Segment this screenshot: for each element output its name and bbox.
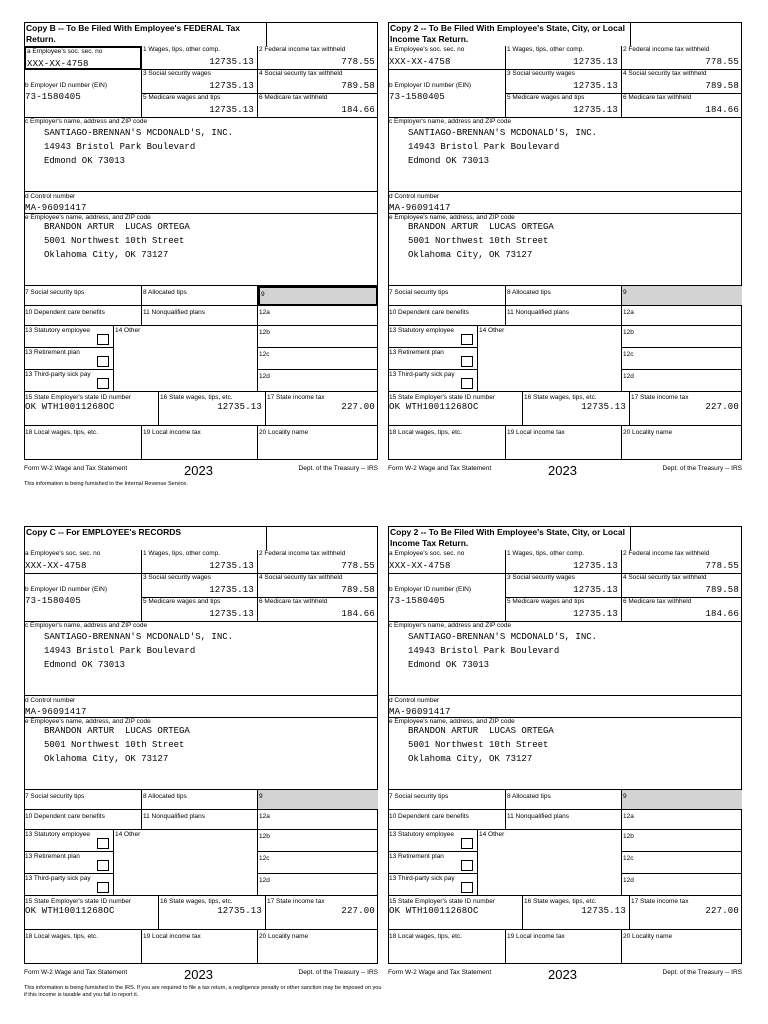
- treasury-dept: Dept. of the Treasury -- IRS: [662, 969, 742, 976]
- box-c-employer: c Employer's name, address and ZIP code SANTIAGO-BRENNAN'S MCDONALD'S, INC. 14943 Bristol Park Boulevard Edmond OK 73013: [24, 622, 378, 696]
- box-17-state-tax: 17 State income tax 227.00: [266, 392, 378, 426]
- sick-pay-checkbox[interactable]: [97, 882, 109, 893]
- box-c-employer: c Employer's name, address and ZIP code SANTIAGO-BRENNAN'S MCDONALD'S, INC. 14943 Bristol Park Boulevard Edmond OK 73013: [24, 118, 378, 192]
- employee-name: BRANDON ARTUR LUCAS ORTEGA: [408, 222, 554, 232]
- box-4-ss-tax: 4 Social security tax withheld 789.58: [258, 70, 378, 94]
- box-19: 19 Local income tax: [142, 930, 258, 964]
- state-tax-value: 227.00: [705, 402, 739, 412]
- box-3-ss-wages: 3 Social security wages 12735.13: [142, 574, 258, 598]
- box-7: 7 Social security tips: [388, 286, 506, 306]
- box-19: 19 Local income tax: [142, 426, 258, 460]
- state-wages-value: 12735.13: [581, 906, 626, 916]
- treasury-dept: Dept. of the Treasury -- IRS: [298, 465, 378, 472]
- box-13-retirement: 13 Retirement plan: [388, 348, 478, 370]
- state-id-value: OK WTH10011268OC: [25, 906, 115, 916]
- employee-city: Oklahoma City, OK 73127: [44, 250, 169, 260]
- employer-name: SANTIAGO-BRENNAN'S MCDONALD'S, INC.: [44, 632, 234, 642]
- federal-tax-value: 778.55: [705, 57, 739, 67]
- box-12d: 12d: [622, 874, 742, 896]
- box-13-statutory: 13 Statutory employee: [24, 830, 114, 852]
- box-a-ssn: a Employee's soc. sec. no XXX-XX-4758: [24, 550, 142, 574]
- box-10: 10 Dependent care benefits: [388, 306, 506, 326]
- form-name: Form W-2 Wage and Tax Statement: [388, 969, 492, 976]
- tax-year: 2023: [548, 967, 577, 982]
- box-15-state-id: 15 State Employer's state ID number OK WTH10011268OC: [388, 896, 523, 930]
- employee-city: Oklahoma City, OK 73127: [408, 754, 533, 764]
- box-7: 7 Social security tips: [388, 790, 506, 810]
- box-b-ein: b Employer ID number (EIN) 73-1580405: [388, 82, 506, 118]
- box-8: 8 Allocated tips: [142, 286, 258, 306]
- federal-tax-value: 778.55: [341, 57, 375, 67]
- box-12c: 12c: [258, 852, 378, 874]
- employer-street: 14943 Bristol Park Boulevard: [408, 646, 560, 656]
- box-12b: 12b: [622, 326, 742, 348]
- box-13-sick-pay: 13 Third-party sick pay: [388, 370, 478, 392]
- treasury-dept: Dept. of the Treasury -- IRS: [298, 969, 378, 976]
- wages-value: 12735.13: [209, 561, 254, 571]
- retirement-checkbox[interactable]: [461, 356, 473, 367]
- copy-title-cell: [388, 22, 631, 46]
- tax-year: 2023: [184, 463, 213, 478]
- control-number-value: MA-96091417: [389, 707, 451, 717]
- box-12a: 12a: [258, 810, 378, 830]
- employer-street: 14943 Bristol Park Boulevard: [408, 142, 560, 152]
- box-14-other: 14 Other: [478, 830, 622, 896]
- employer-name: SANTIAGO-BRENNAN'S MCDONALD'S, INC.: [408, 128, 598, 138]
- box-d-control: d Control number MA-96091417: [24, 696, 378, 718]
- box-12d: 12d: [258, 874, 378, 896]
- retirement-checkbox[interactable]: [461, 860, 473, 871]
- ss-wages-value: 12735.13: [573, 585, 618, 595]
- medicare-wages-value: 12735.13: [573, 105, 618, 115]
- box-14-other: 14 Other: [114, 830, 258, 896]
- statutory-checkbox[interactable]: [461, 334, 473, 345]
- box-13-sick-pay: 13 Third-party sick pay: [24, 874, 114, 896]
- box-12a: 12a: [622, 810, 742, 830]
- box-12d: 12d: [258, 370, 378, 392]
- box-e-employee: e Employee's name, address, and ZIP code BRANDON ARTUR LUCAS ORTEGA 5001 Northwest 10th Street Oklahoma City, OK 73127: [24, 214, 378, 286]
- employer-name: SANTIAGO-BRENNAN'S MCDONALD'S, INC.: [44, 128, 234, 138]
- copy-title: Copy 2 -- To Be Filed With Employee's State, City, or Local Income Tax Return.: [390, 23, 625, 44]
- medicare-wages-value: 12735.13: [209, 105, 254, 115]
- ss-tax-value: 789.58: [341, 81, 375, 91]
- control-number-value: MA-96091417: [389, 203, 451, 213]
- box-17-state-tax: 17 State income tax 227.00: [266, 896, 378, 930]
- state-wages-value: 12735.13: [581, 402, 626, 412]
- employer-street: 14943 Bristol Park Boulevard: [44, 646, 196, 656]
- ss-tax-value: 789.58: [341, 585, 375, 595]
- box-19: 19 Local income tax: [506, 930, 622, 964]
- box-17-state-tax: 17 State income tax 227.00: [630, 392, 742, 426]
- ss-tax-value: 789.58: [705, 585, 739, 595]
- box-5-medicare-wages: 5 Medicare wages and tips 12735.13: [142, 94, 258, 118]
- box-d-control: d Control number MA-96091417: [388, 696, 742, 718]
- box-7: 7 Social security tips: [24, 790, 142, 810]
- copy-title-cell: [24, 22, 267, 46]
- employee-name: BRANDON ARTUR LUCAS ORTEGA: [44, 726, 190, 736]
- box-12d: 12d: [622, 370, 742, 392]
- box-18: 18 Local wages, tips, etc.: [388, 426, 506, 460]
- box-e-employee: e Employee's name, address, and ZIP code BRANDON ARTUR LUCAS ORTEGA 5001 Northwest 10th Street Oklahoma City, OK 73127: [388, 214, 742, 286]
- box-12c: 12c: [622, 852, 742, 874]
- box-1-wages: 1 Wages, tips, other comp. 12735.13: [506, 550, 622, 574]
- box-4-ss-tax: 4 Social security tax withheld 789.58: [622, 574, 742, 598]
- box-6-medicare-tax: 6 Medicare tax withheld 184.66: [258, 598, 378, 622]
- box-6-medicare-tax: 6 Medicare tax withheld 184.66: [258, 94, 378, 118]
- tax-year: 2023: [548, 463, 577, 478]
- box-5-medicare-wages: 5 Medicare wages and tips 12735.13: [142, 598, 258, 622]
- box-9: 9: [622, 286, 742, 306]
- box-13-statutory: 13 Statutory employee: [388, 830, 478, 852]
- copy-title: Copy 2 -- To Be Filed With Employee's State, City, or Local Income Tax Return.: [390, 527, 625, 548]
- box-9: 9: [258, 286, 378, 306]
- box-11: 11 Nonqualified plans: [506, 306, 622, 326]
- state-wages-value: 12735.13: [217, 402, 262, 412]
- box-10: 10 Dependent care benefits: [24, 810, 142, 830]
- box-19: 19 Local income tax: [506, 426, 622, 460]
- employee-street: 5001 Northwest 10th Street: [408, 236, 549, 246]
- box-16-state-wages: 16 State wages, tips, etc. 12735.13: [159, 896, 266, 930]
- box-1-wages: 1 Wages, tips, other comp. 12735.13: [142, 46, 258, 70]
- box-2-federal-tax: 2 Federal income tax withheld 778.55: [622, 550, 742, 574]
- box-2-federal-tax: 2 Federal income tax withheld 778.55: [258, 550, 378, 574]
- box-9: 9: [258, 790, 378, 810]
- federal-tax-value: 778.55: [705, 561, 739, 571]
- box-a-spacer: [388, 70, 506, 82]
- medicare-tax-value: 184.66: [341, 105, 375, 115]
- form-name: Form W-2 Wage and Tax Statement: [24, 465, 128, 472]
- box-16-state-wages: 16 State wages, tips, etc. 12735.13: [523, 896, 630, 930]
- employer-name: SANTIAGO-BRENNAN'S MCDONALD'S, INC.: [408, 632, 598, 642]
- state-id-value: OK WTH10011268OC: [25, 402, 115, 412]
- box-6-medicare-tax: 6 Medicare tax withheld 184.66: [622, 94, 742, 118]
- box-11: 11 Nonqualified plans: [142, 810, 258, 830]
- box-13-retirement: 13 Retirement plan: [24, 348, 114, 370]
- wages-value: 12735.13: [209, 57, 254, 67]
- box-7: 7 Social security tips: [24, 286, 142, 306]
- federal-tax-value: 778.55: [341, 561, 375, 571]
- box-11: 11 Nonqualified plans: [506, 810, 622, 830]
- ss-wages-value: 12735.13: [209, 81, 254, 91]
- box-1-wages: 1 Wages, tips, other comp. 12735.13: [506, 46, 622, 70]
- state-tax-value: 227.00: [341, 906, 375, 916]
- ein-value: 73-1580405: [25, 92, 82, 102]
- box-1-wages: 1 Wages, tips, other comp. 12735.13: [142, 550, 258, 574]
- employee-name: BRANDON ARTUR LUCAS ORTEGA: [408, 726, 554, 736]
- state-id-value: OK WTH10011268OC: [389, 402, 479, 412]
- box-3-ss-wages: 3 Social security wages 12735.13: [506, 70, 622, 94]
- control-number-value: MA-96091417: [25, 203, 87, 213]
- ssn-value: XXX-XX-4758: [389, 561, 451, 571]
- copy-title: Copy B -- To Be Filed With Employee's FEDERAL Tax Return.: [26, 23, 240, 44]
- ssn-value: XXX-XX-4758: [27, 59, 89, 69]
- box-12a: 12a: [258, 306, 378, 326]
- box-15-state-id: 15 State Employer's state ID number OK WTH10011268OC: [24, 896, 159, 930]
- statutory-checkbox[interactable]: [97, 334, 109, 345]
- box-a-spacer: [388, 574, 506, 586]
- box-13-statutory: 13 Statutory employee: [24, 326, 114, 348]
- footer-note: This information is being furnished to the IRS. If you are required to file a tax return, a negligence penalty or other sanction may be imposed on you if this income is taxable and you fail to report it.: [24, 985, 382, 998]
- box-10: 10 Dependent care benefits: [388, 810, 506, 830]
- state-tax-value: 227.00: [341, 402, 375, 412]
- box-13-retirement: 13 Retirement plan: [24, 852, 114, 874]
- box-a-spacer: [24, 574, 142, 586]
- medicare-wages-value: 12735.13: [573, 609, 618, 619]
- box-17-state-tax: 17 State income tax 227.00: [630, 896, 742, 930]
- ein-value: 73-1580405: [25, 596, 82, 606]
- box-12b: 12b: [258, 326, 378, 348]
- sick-pay-checkbox[interactable]: [461, 378, 473, 389]
- state-tax-value: 227.00: [705, 906, 739, 916]
- ss-wages-value: 12735.13: [209, 585, 254, 595]
- box-3-ss-wages: 3 Social security wages 12735.13: [142, 70, 258, 94]
- box-12b: 12b: [622, 830, 742, 852]
- sick-pay-checkbox[interactable]: [461, 882, 473, 893]
- ein-value: 73-1580405: [389, 92, 446, 102]
- box-a-ssn: a Employee's soc. sec. no XXX-XX-4758: [388, 46, 506, 70]
- box-b-ein: b Employer ID number (EIN) 73-1580405: [388, 586, 506, 622]
- box-12c: 12c: [622, 348, 742, 370]
- box-4-ss-tax: 4 Social security tax withheld 789.58: [622, 70, 742, 94]
- medicare-tax-value: 184.66: [705, 105, 739, 115]
- box-15-state-id: 15 State Employer's state ID number OK WTH10011268OC: [388, 392, 523, 426]
- sick-pay-checkbox[interactable]: [97, 378, 109, 389]
- employer-street: 14943 Bristol Park Boulevard: [44, 142, 196, 152]
- ssn-value: XXX-XX-4758: [25, 561, 87, 571]
- box-c-employer: c Employer's name, address and ZIP code SANTIAGO-BRENNAN'S MCDONALD'S, INC. 14943 Bristol Park Boulevard Edmond OK 73013: [388, 622, 742, 696]
- box-8: 8 Allocated tips: [506, 790, 622, 810]
- box-9: 9: [622, 790, 742, 810]
- box-5-medicare-wages: 5 Medicare wages and tips 12735.13: [506, 94, 622, 118]
- state-wages-value: 12735.13: [217, 906, 262, 916]
- box-20: 20 Locality name: [623, 429, 673, 436]
- box-20: 20 Locality name: [623, 933, 673, 940]
- box-13-sick-pay: 13 Third-party sick pay: [388, 874, 478, 896]
- box-18: 18 Local wages, tips, etc.: [24, 426, 142, 460]
- treasury-dept: Dept. of the Treasury -- IRS: [662, 465, 742, 472]
- box-8: 8 Allocated tips: [506, 286, 622, 306]
- ss-wages-value: 12735.13: [573, 81, 618, 91]
- retirement-checkbox[interactable]: [97, 356, 109, 367]
- box-16-state-wages: 16 State wages, tips, etc. 12735.13: [159, 392, 266, 426]
- wages-value: 12735.13: [573, 57, 618, 67]
- statutory-checkbox[interactable]: [97, 838, 109, 849]
- box-e-employee: e Employee's name, address, and ZIP code BRANDON ARTUR LUCAS ORTEGA 5001 Northwest 10th Street Oklahoma City, OK 73127: [24, 718, 378, 790]
- copy-title-cell: [24, 526, 267, 550]
- medicare-tax-value: 184.66: [341, 609, 375, 619]
- box-14-other: 14 Other: [478, 326, 622, 392]
- box-11: 11 Nonqualified plans: [142, 306, 258, 326]
- box-6-medicare-tax: 6 Medicare tax withheld 184.66: [622, 598, 742, 622]
- medicare-wages-value: 12735.13: [209, 609, 254, 619]
- employee-street: 5001 Northwest 10th Street: [408, 740, 549, 750]
- box-13-retirement: 13 Retirement plan: [388, 852, 478, 874]
- employer-city: Edmond OK 73013: [408, 156, 490, 166]
- box-20: 20 Locality name: [259, 429, 309, 436]
- box-2-federal-tax: 2 Federal income tax withheld 778.55: [258, 46, 378, 70]
- control-number-value: MA-96091417: [25, 707, 87, 717]
- ein-value: 73-1580405: [389, 596, 446, 606]
- box-5-medicare-wages: 5 Medicare wages and tips 12735.13: [506, 598, 622, 622]
- statutory-checkbox[interactable]: [461, 838, 473, 849]
- box-4-ss-tax: 4 Social security tax withheld 789.58: [258, 574, 378, 598]
- box-d-control: d Control number MA-96091417: [388, 192, 742, 214]
- box-d-control: d Control number MA-96091417: [24, 192, 378, 214]
- employer-city: Edmond OK 73013: [408, 660, 490, 670]
- retirement-checkbox[interactable]: [97, 860, 109, 871]
- employer-city: Edmond OK 73013: [44, 660, 126, 670]
- box-16-state-wages: 16 State wages, tips, etc. 12735.13: [523, 392, 630, 426]
- ssn-value: XXX-XX-4758: [389, 57, 451, 67]
- box-14-other: 14 Other: [114, 326, 258, 392]
- box-15-state-id: 15 State Employer's state ID number OK WTH10011268OC: [24, 392, 159, 426]
- box-20: 20 Locality name: [259, 933, 309, 940]
- box-a-ssn: a Employee's soc. sec. no XXX-XX-4758: [24, 46, 142, 70]
- employee-city: Oklahoma City, OK 73127: [44, 754, 169, 764]
- form-name: Form W-2 Wage and Tax Statement: [388, 465, 492, 472]
- state-id-value: OK WTH10011268OC: [389, 906, 479, 916]
- box-8: 8 Allocated tips: [142, 790, 258, 810]
- box-13-statutory: 13 Statutory employee: [388, 326, 478, 348]
- tax-year: 2023: [184, 967, 213, 982]
- ss-tax-value: 789.58: [705, 81, 739, 91]
- box-13-sick-pay: 13 Third-party sick pay: [24, 370, 114, 392]
- employer-city: Edmond OK 73013: [44, 156, 126, 166]
- form-name: Form W-2 Wage and Tax Statement: [24, 969, 128, 976]
- box-c-employer: c Employer's name, address and ZIP code SANTIAGO-BRENNAN'S MCDONALD'S, INC. 14943 Bristol Park Boulevard Edmond OK 73013: [388, 118, 742, 192]
- box-12c: 12c: [258, 348, 378, 370]
- employee-street: 5001 Northwest 10th Street: [44, 740, 185, 750]
- box-e-employee: e Employee's name, address, and ZIP code BRANDON ARTUR LUCAS ORTEGA 5001 Northwest 10th Street Oklahoma City, OK 73127: [388, 718, 742, 790]
- box-12b: 12b: [258, 830, 378, 852]
- box-a-spacer: [24, 70, 142, 82]
- employee-name: BRANDON ARTUR LUCAS ORTEGA: [44, 222, 190, 232]
- employee-city: Oklahoma City, OK 73127: [408, 250, 533, 260]
- box-18: 18 Local wages, tips, etc.: [388, 930, 506, 964]
- copy-title-cell: [388, 526, 631, 550]
- box-18: 18 Local wages, tips, etc.: [24, 930, 142, 964]
- employee-street: 5001 Northwest 10th Street: [44, 236, 185, 246]
- copy-title: Copy C -- For EMPLOYEE's RECORDS: [26, 527, 182, 537]
- box-2-federal-tax: 2 Federal income tax withheld 778.55: [622, 46, 742, 70]
- footer-note: This information is being furnished to the Internal Revenue Service.: [24, 481, 188, 487]
- box-12a: 12a: [622, 306, 742, 326]
- box-3-ss-wages: 3 Social security wages 12735.13: [506, 574, 622, 598]
- box-b-ein: b Employer ID number (EIN) 73-1580405: [24, 82, 142, 118]
- box-a-ssn: a Employee's soc. sec. no XXX-XX-4758: [388, 550, 506, 574]
- wages-value: 12735.13: [573, 561, 618, 571]
- box-10: 10 Dependent care benefits: [24, 306, 142, 326]
- medicare-tax-value: 184.66: [705, 609, 739, 619]
- box-b-ein: b Employer ID number (EIN) 73-1580405: [24, 586, 142, 622]
